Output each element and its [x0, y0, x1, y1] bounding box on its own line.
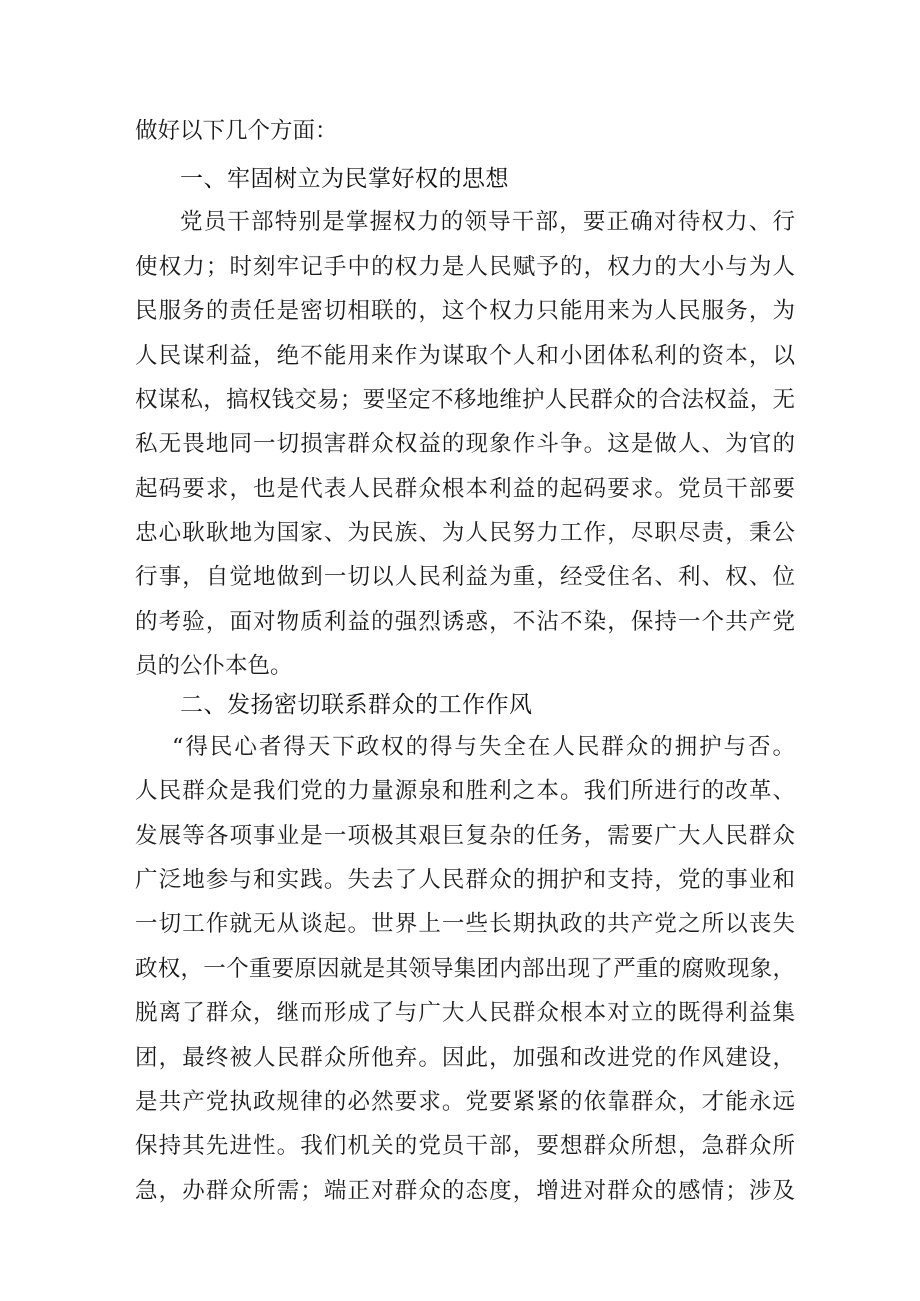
section-1-line: 党员干部特别是掌握权力的领导干部，要正确对待权力、行: [180, 209, 795, 235]
section-1-line: 员的公仆本色。: [135, 653, 293, 679]
section-2-line: 脱离了群众，继而形成了与广大人民群众根本对立的既得利益集: [135, 1000, 795, 1026]
section-2-heading: 二、发扬密切联系群众的工作作风: [180, 692, 533, 718]
section-2-line: 广泛地参与和实践。失去了人民群众的拥护和支持，党的事业和: [135, 867, 795, 893]
section-1-line: 使权力；时刻牢记手中的权力是人民赋予的，权力的大小与为人: [135, 254, 795, 280]
section-2-line: 急，办群众所需；端正对群众的态度，增进对群众的感情；涉及: [135, 1178, 795, 1204]
section-2-line: 一切工作就无从谈起。世界上一些长期执政的共产党之所以丧失: [135, 911, 795, 937]
section-1-line: 的考验，面对物质利益的强烈诱惑，不沾不染，保持一个共产党: [135, 609, 795, 635]
section-1-heading: 一、牢固树立为民掌好权的思想: [180, 166, 509, 192]
section-2-line: 政权，一个重要原因就是其领导集团内部出现了严重的腐败现象，: [135, 956, 795, 982]
section-1-line: 行事，自觉地做到一切以人民利益为重，经受住名、利、权、位: [135, 564, 795, 590]
section-1-line: 私无畏地同一切损害群众权益的现象作斗争。这是做人、为官的: [135, 431, 795, 457]
intro-line: 做好以下几个方面：: [135, 118, 338, 144]
section-2-line: 是共产党执政规律的必然要求。党要紧紧的依靠群众，才能永远: [135, 1089, 795, 1115]
section-1-line: 权谋私，搞权钱交易；要坚定不移地维护人民群众的合法权益，无: [135, 387, 795, 413]
section-1-line: 忠心耿耿地为国家、为民族、为人民努力工作，尽职尽责，秉公: [135, 520, 795, 546]
section-1-line: 民服务的责任是密切相联的，这个权力只能用来为人民服务，为: [135, 298, 795, 324]
section-2-line: “得民心者得天下政权的得与失全在人民群众的拥护与否。: [172, 734, 795, 760]
section-2-line: 发展等各项事业是一项极其艰巨复杂的任务，需要广大人民群众: [135, 823, 795, 849]
section-1-line: 人民谋利益，绝不能用来作为谋取个人和小团体私利的资本，以: [135, 343, 795, 369]
section-1-line: 起码要求，也是代表人民群众根本利益的起码要求。党员干部要: [135, 476, 795, 502]
section-2-line: 人民群众是我们党的力量源泉和胜利之本。我们所进行的改革、: [135, 778, 795, 804]
section-2-line: 团，最终被人民群众所他弃。因此，加强和改进党的作风建设，: [135, 1045, 795, 1071]
section-2-line: 保持其先进性。我们机关的党员干部，要想群众所想，急群众所: [135, 1133, 795, 1159]
